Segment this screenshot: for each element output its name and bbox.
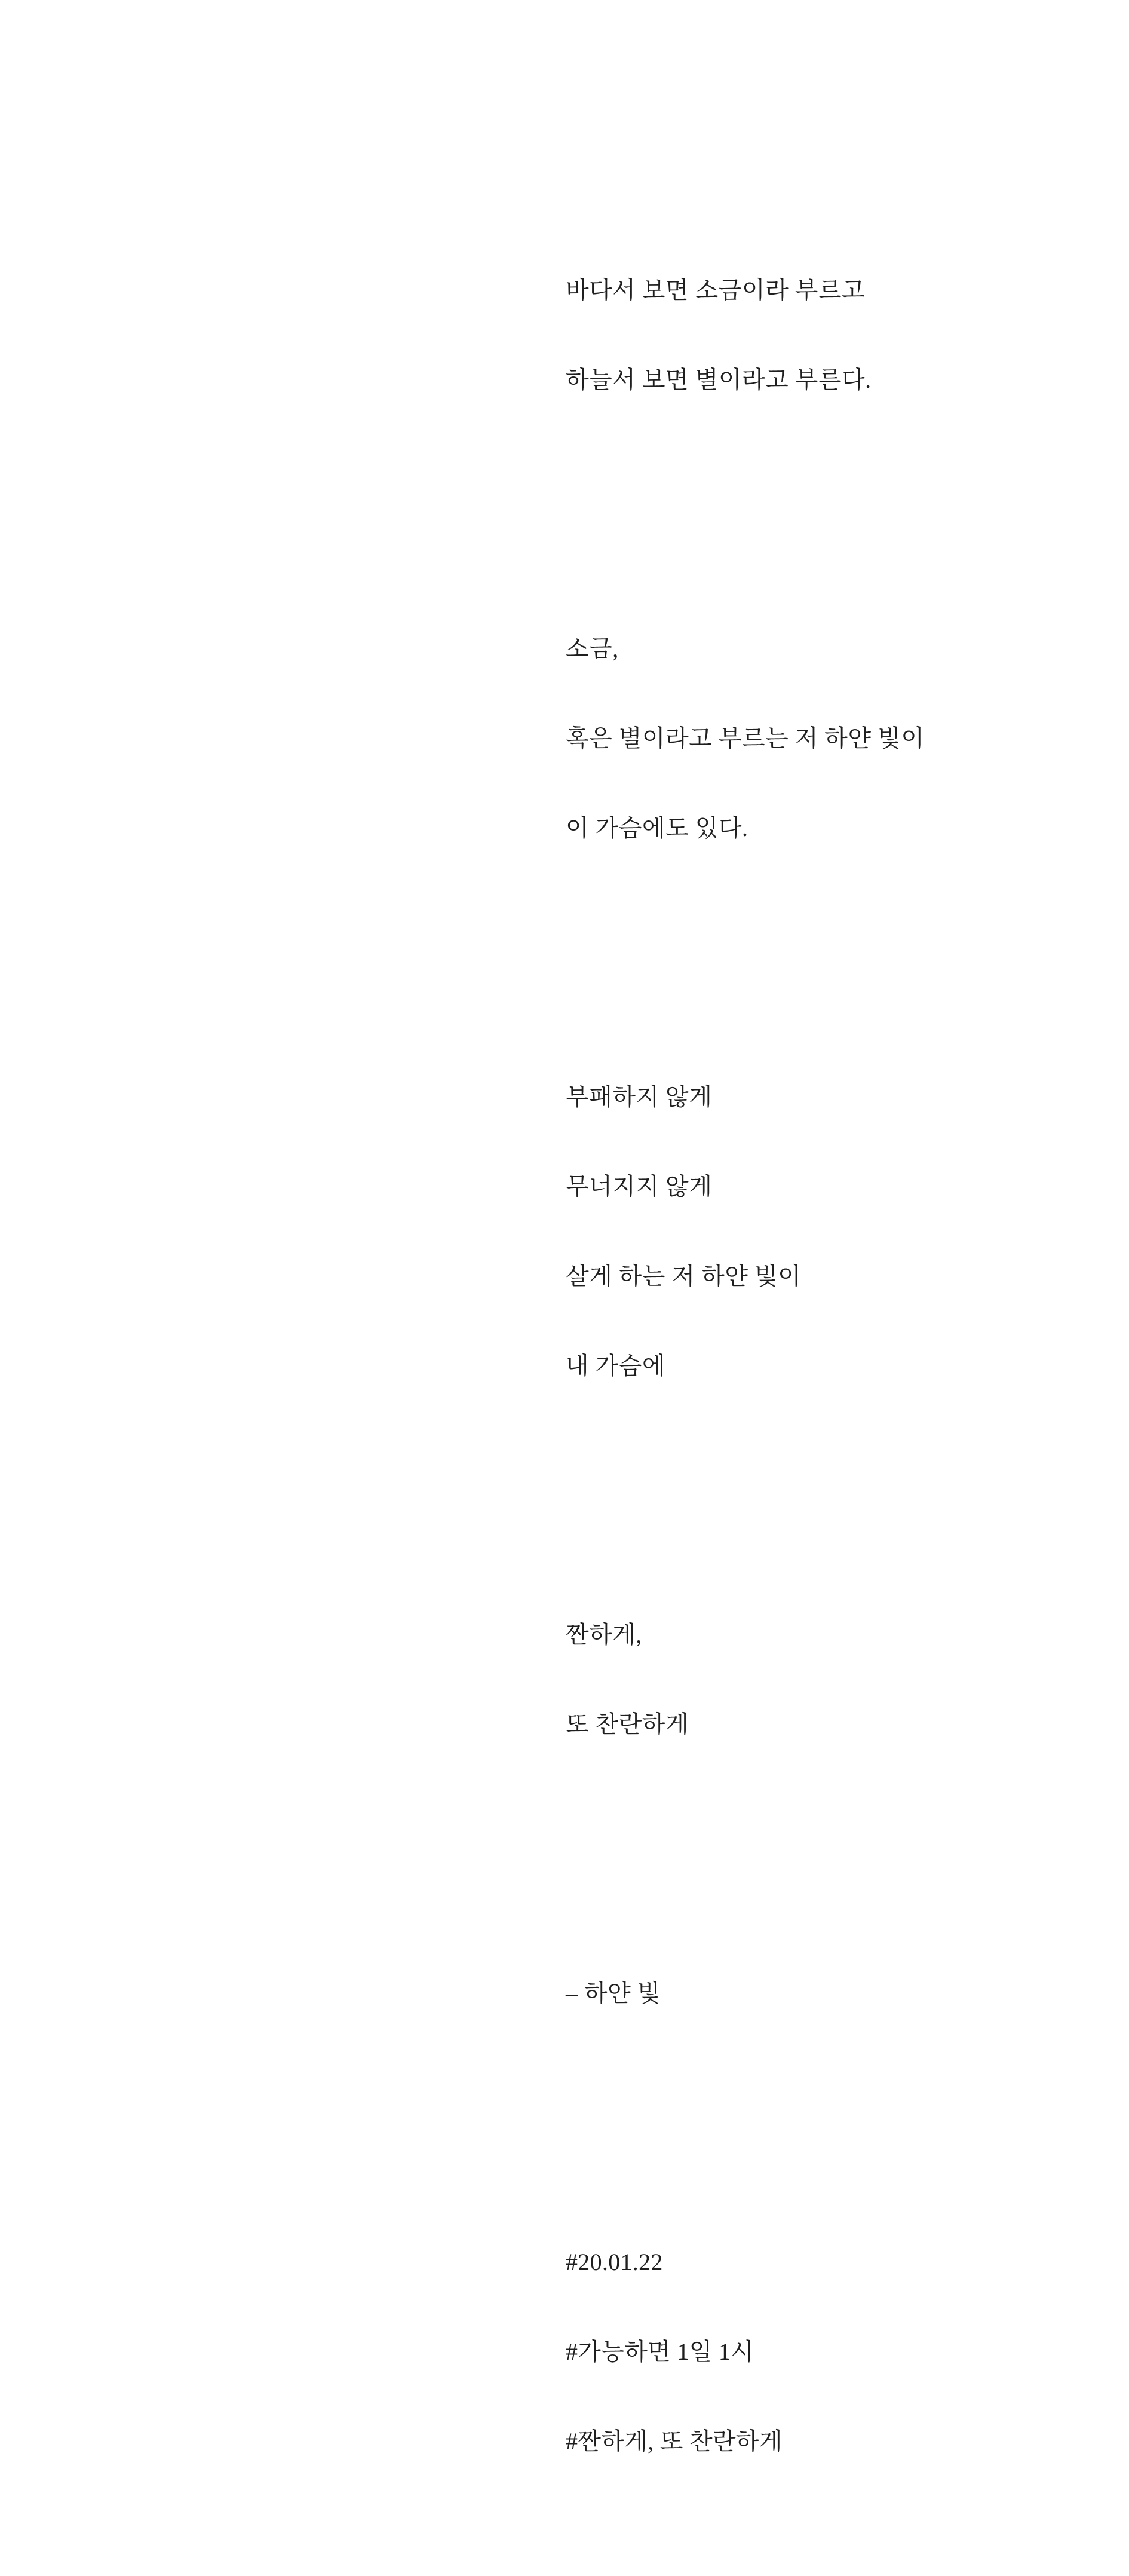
- hashtag-line: #가능하면 1일 1시: [566, 2338, 754, 2365]
- poem-line: 바다서 보면 소금이라 부르고: [566, 277, 866, 304]
- hashtag-line: #짠하게, 또 찬란하게: [566, 2428, 783, 2455]
- poem-stanza-2: [566, 574, 924, 903]
- poem-line: 무너지지 않게: [566, 1173, 713, 1200]
- poem-stanza-3: [566, 1022, 924, 1441]
- poem-line: 소금,: [566, 635, 619, 662]
- poem-text-block: [566, 126, 924, 2576]
- poem-line: 이 가슴에도 있다.: [566, 814, 748, 841]
- poem-line: 살게 하는 저 하얀 빛이: [566, 1263, 802, 1289]
- poem-hashtags: [566, 2188, 924, 2516]
- poem-stanza-4: [566, 1560, 924, 1799]
- poem-title-line: – 하얀 빛: [566, 1980, 661, 2007]
- poem-title-attribution: [566, 1919, 924, 2068]
- poem-line: 또 찬란하게: [566, 1711, 689, 1738]
- poem-line: 하늘서 보면 별이라고 부른다.: [566, 366, 872, 393]
- poem-line: 짠하게,: [566, 1621, 642, 1648]
- poem-stanza-1: [566, 216, 924, 455]
- poem-line: 내 가슴에: [566, 1352, 666, 1379]
- poem-line: 혹은 별이라고 부르는 저 하얀 빛이: [566, 725, 925, 752]
- hashtag-date: #20.01.22: [566, 2249, 663, 2275]
- poem-line: 부패하지 않게: [566, 1083, 713, 1110]
